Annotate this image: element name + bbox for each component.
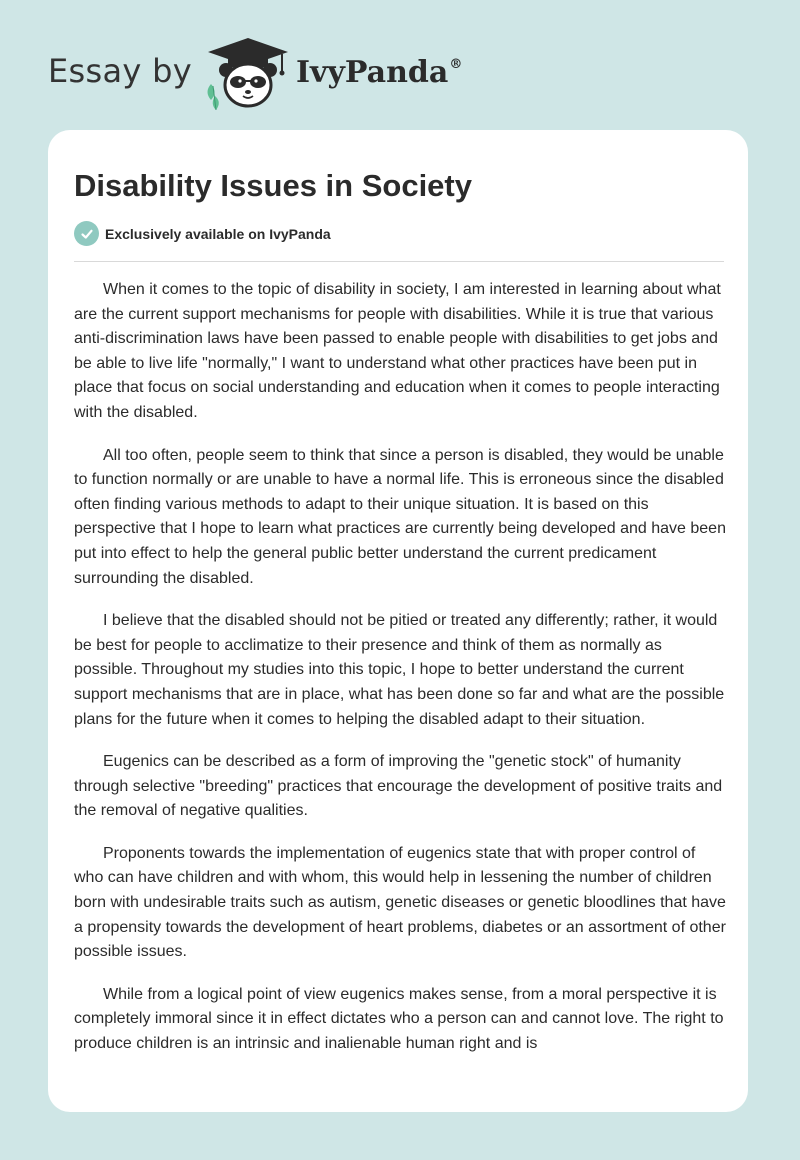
site-header (0, 0, 800, 120)
exclusive-badge-label: Exclusively available on IvyPanda (105, 225, 331, 242)
page-title: Disability Issues in Society (74, 168, 472, 203)
paragraph: While from a logical point of view eugenics makes sense, from a moral perspective it is completely immoral since it in effect dictates who a person can and cannot love. The right to produce children is an intrinsic and inalienable human right and is (74, 985, 724, 1053)
paragraph: When it comes to the topic of disability in society, I am interested in learning about what are the current support mechanisms for people with disabilities. While it is true that various anti-discrimination laws have been passed to enable people with disabilities to get jobs and be able to live life "normally," I want to understand what other practices have been put in place that focus on social understanding and education when it comes to people interacting with the disabled. (74, 281, 721, 421)
paragraph: All too often, people seem to think that since a person is disabled, they would be unable to function normally or are unable to have a normal life. This is erroneous since the disabled often finding various methods to adapt to their unique situation. It is based on this perspective that I hope to learn what practices are currently being developed and have been put into effect to help the general public better understand the current predicament surrounding the disabled. (74, 446, 726, 587)
divider (74, 261, 724, 262)
essay-body (74, 278, 726, 1075)
paragraph: I believe that the disabled should not be pitied or treated any differently; rather, it would be best for people to acclimatize to their presence and think of them as normally as possible. Throughout my studies into this topic, I hope to better understand the current support mechanisms that are in place, what has been done so far and what are the possible plans for the future when it comes to helping the disabled adapt to their situation. (74, 612, 725, 728)
paragraph: Proponents towards the implementation of eugenics state that with proper control of who can have children and with whom, this would help in lessening the number of children born with undesirable traits such as autism, genetic diseases or genetic bloodlines that have a propensity towards the development of heart problems, diabetes or an assortment of other possible issues. (74, 844, 726, 961)
brand-name: IvyPanda (296, 55, 449, 90)
check-circle-icon (74, 221, 99, 246)
paragraph: Eugenics can be described as a form of improving the "genetic stock" of humanity through selective "breeding" practices that encourage the development of positive traits and the removal of negative qualities. (74, 753, 723, 820)
essay-card (48, 130, 748, 1112)
essay-by-label: Essay by (48, 52, 192, 90)
ivypanda-logo-text[interactable] (296, 55, 462, 90)
panda-logo-icon[interactable] (202, 36, 294, 110)
registered-mark: ® (449, 57, 463, 72)
exclusive-badge (74, 221, 331, 246)
